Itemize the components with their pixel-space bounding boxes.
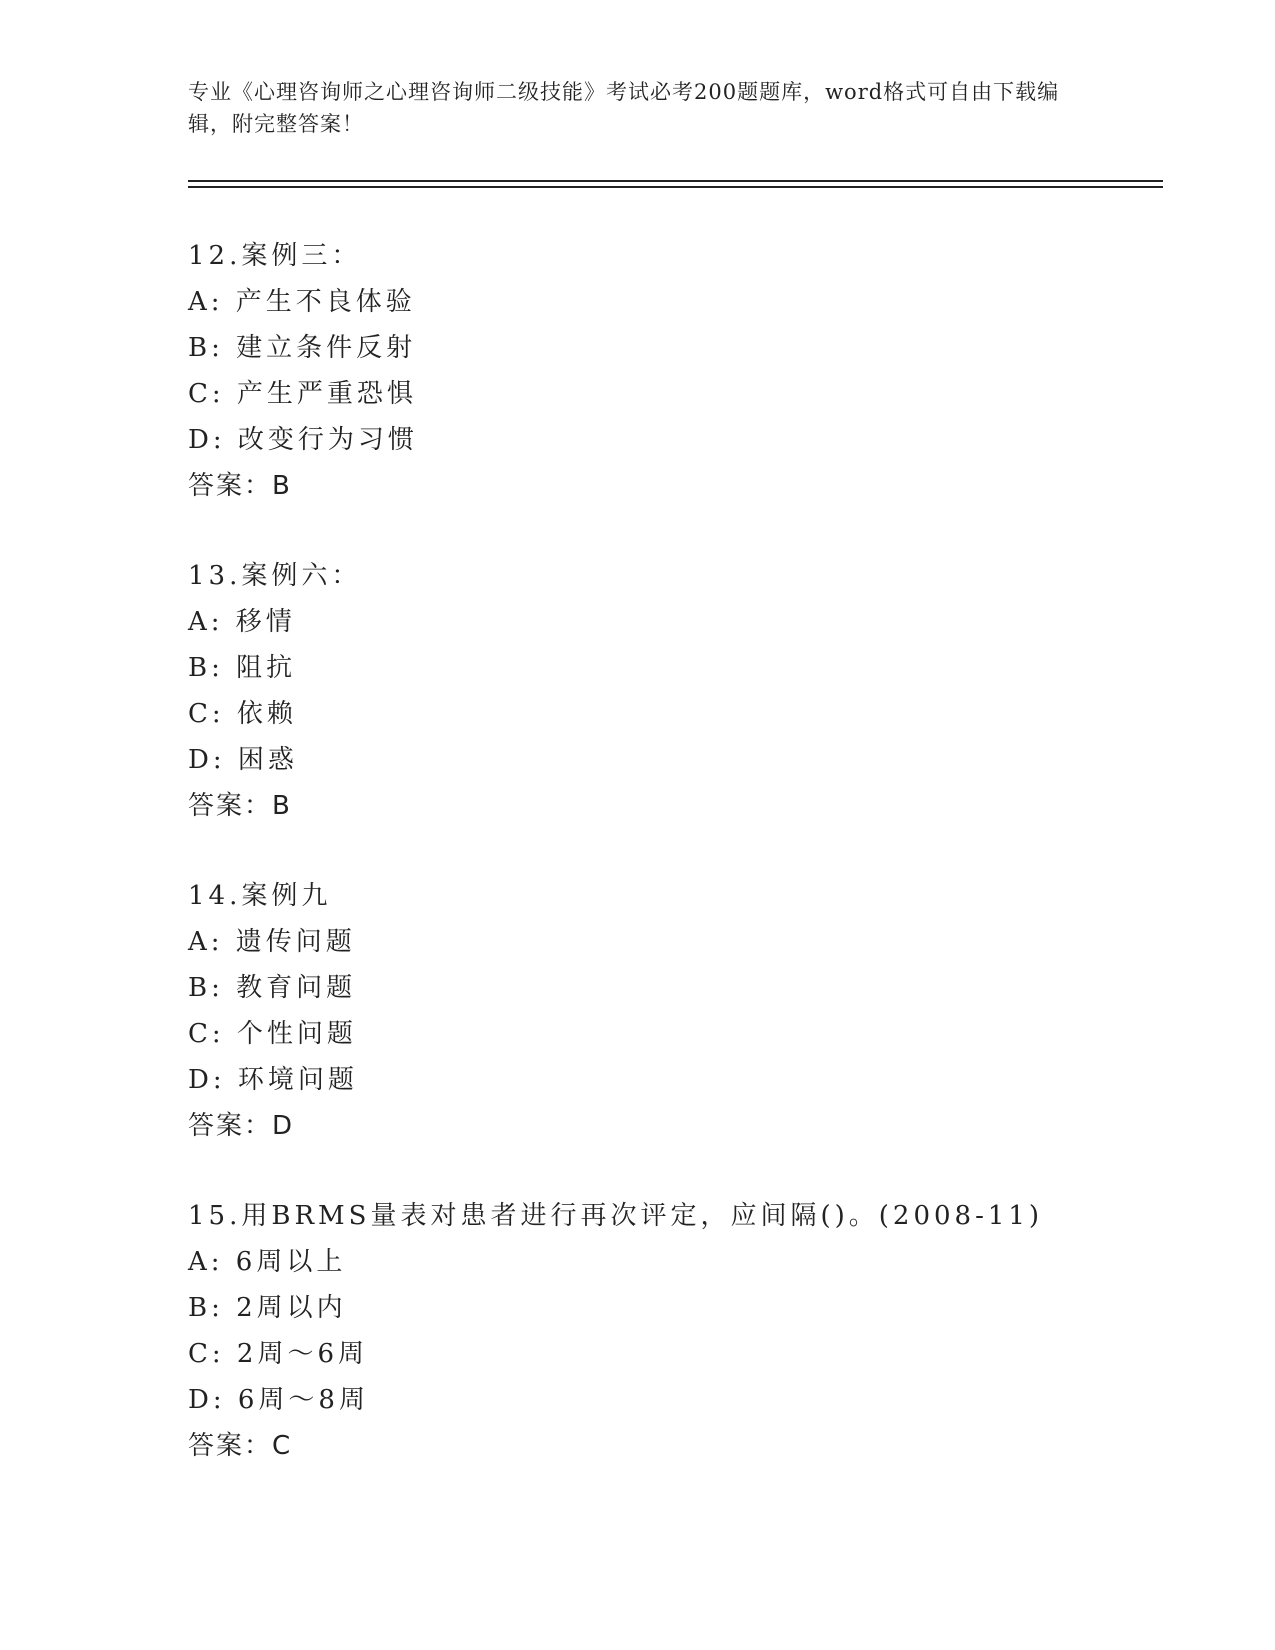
question-stem: 12.案例三： [188, 241, 362, 271]
option-d: D: 困惑 [188, 745, 298, 775]
header-divider-top [188, 180, 1163, 182]
option-c: C: 产生严重恐惧 [188, 379, 417, 409]
option-d: D: 改变行为习惯 [188, 425, 418, 455]
answer: 答案：B [188, 471, 292, 501]
option-a: A: 6周以上 [188, 1247, 347, 1277]
option-c: C: 个性问题 [188, 1019, 357, 1049]
question-12 [188, 233, 418, 509]
option-b: B: 建立条件反射 [188, 333, 417, 363]
option-a: A: 移情 [188, 607, 296, 637]
question-13 [188, 553, 361, 829]
option-b: B: 阻抗 [188, 653, 297, 683]
option-a: A: 产生不良体验 [188, 287, 416, 317]
option-c: C: 2周～6周 [188, 1339, 369, 1369]
option-c: C: 依赖 [188, 699, 297, 729]
question-15 [188, 1193, 1043, 1469]
answer: 答案：D [188, 1111, 295, 1141]
option-d: D: 环境问题 [188, 1065, 358, 1095]
answer: 答案：B [188, 791, 292, 821]
option-a: A: 遗传问题 [188, 927, 356, 957]
answer: 答案：C [188, 1431, 293, 1461]
option-b: B: 教育问题 [188, 973, 357, 1003]
question-stem: 15.用BRMS量表对患者进行再次评定，应间隔()。(2008-11) [188, 1201, 1044, 1231]
question-14 [188, 873, 358, 1149]
question-stem: 13.案例六： [188, 561, 362, 591]
header-divider-bottom [188, 186, 1163, 188]
option-b: B: 2周以内 [188, 1293, 347, 1323]
question-stem: 14.案例九 [188, 881, 332, 911]
document-header: 专业《心理咨询师之心理咨询师二级技能》考试必考200题题库，word格式可自由下载编辑，附完整答案！ [188, 80, 1060, 136]
option-d: D: 6周～8周 [188, 1385, 369, 1415]
